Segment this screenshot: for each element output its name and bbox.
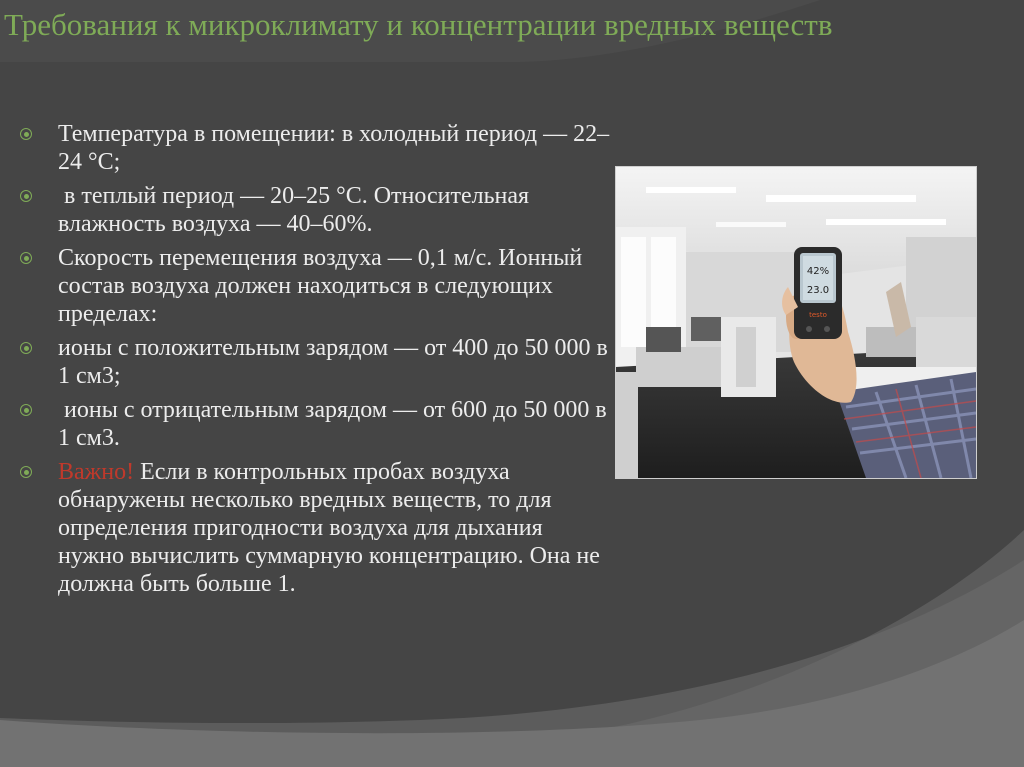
bullet-marker-icon [20, 128, 32, 140]
bullet-text: Температура в помещении: в холодный период — 22–24 °С; [58, 121, 610, 175]
device-reading-temperature: 23.0 [806, 285, 830, 296]
office-photo-illustration [616, 167, 976, 478]
bullet-item-important [20, 458, 610, 598]
bullet-marker-icon [20, 466, 32, 478]
bullet-text: ионы с положительным зарядом — от 400 до 50 000 в 1 см3; [58, 335, 608, 389]
bullet-list [20, 120, 613, 604]
bullet-item [20, 120, 610, 176]
bullet-marker-icon [20, 252, 32, 264]
device-brand-logo: testo [809, 311, 827, 319]
bullet-text: в теплый период — 20–25 °С. Относительная влажность воздуха — 40–60%. [58, 183, 536, 237]
slide-title: Требования к микроклимату и концентрации вредных веществ [4, 7, 833, 42]
bullet-marker-icon [20, 404, 32, 416]
bullet-item [20, 244, 610, 328]
device-reading-humidity: 42% [806, 266, 830, 277]
bullet-marker-icon [20, 190, 32, 202]
important-label: Важно! [58, 459, 135, 485]
bullet-item [20, 334, 610, 390]
office-photo [615, 166, 977, 479]
bullet-item [20, 396, 613, 452]
bullet-marker-icon [20, 342, 32, 354]
bullet-text: Если в контрольных пробах воздуха обнаружены несколько вредных веществ, то для определения пригодности воздуха для дыхания нужно вычислить суммарную концентрацию. Она не должна быть больше 1. [58, 459, 606, 597]
bullet-item [20, 182, 610, 238]
bullet-text: ионы с отрицательным зарядом — от 600 до 50 000 в 1 см3. [58, 397, 613, 451]
bullet-text: Скорость перемещения воздуха — 0,1 м/с. Ионный состав воздуха должен находиться в следующих пределах: [58, 245, 583, 327]
